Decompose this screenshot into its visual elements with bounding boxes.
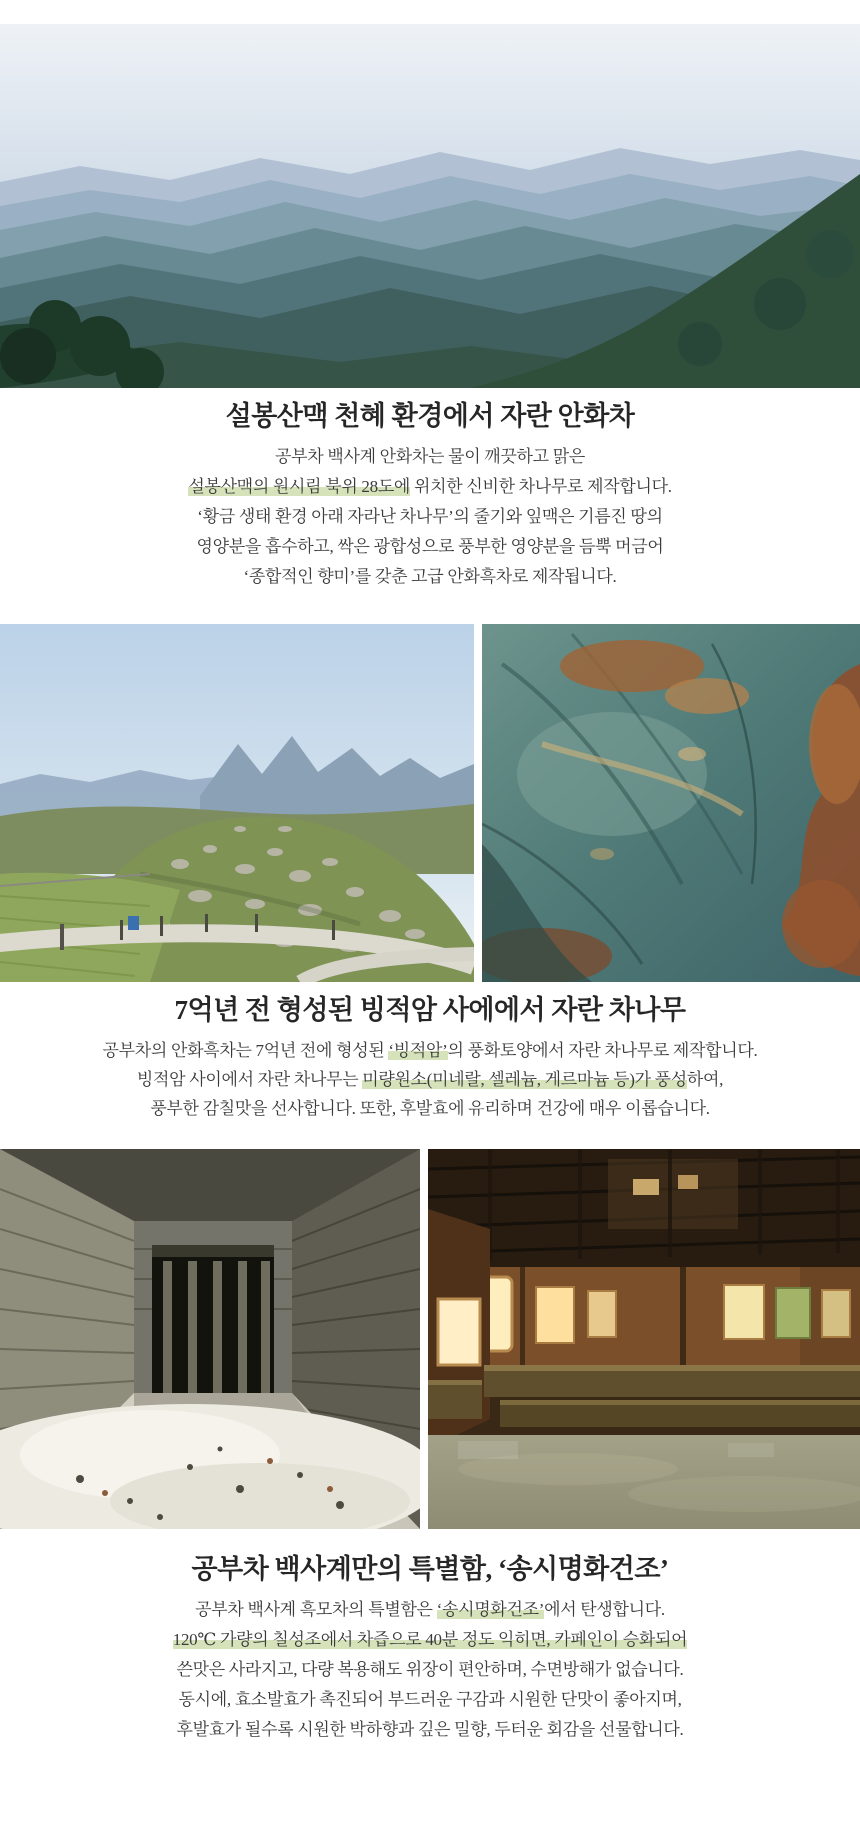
- section3-line1-post: 에서 탄생합니다.: [544, 1600, 665, 1619]
- rock-texture-illustration: [482, 624, 860, 982]
- section2-line2-post: 하여,: [686, 1070, 724, 1089]
- section3-text-block: [0, 1551, 860, 1745]
- section1-line3: ‘황금 생태 환경 아래 자라난 차나무’의 줄기와 잎맥은 기름진 땅의: [197, 507, 663, 526]
- section3-line2-highlight: 120℃ 가량의 칠성조에서 차즙으로 40분 정도 익히면, 카페인이 승화되어: [172, 1630, 688, 1649]
- bottom-margin: [0, 1745, 860, 1835]
- section2-heading: 7억년 전 형성된 빙적암 사에에서 자란 차나무: [174, 995, 686, 1025]
- photo-brick-kiln-interior: [0, 1149, 420, 1529]
- section3-line4: 동시에, 효소발효가 촉진되어 부드러운 구감과 시원한 단맛이 좋아지며,: [178, 1690, 682, 1709]
- section1-line4: 영양분을 흡수하고, 싹은 광합성으로 풍부한 영양분을 듬뿍 머금어: [196, 537, 664, 556]
- hero-photo-illustration: [0, 24, 860, 388]
- section2-line3: 풍부한 감칠맛을 선사합니다. 또한, 후발효에 유리하며 건강에 매우 이롭습니다.: [150, 1099, 710, 1118]
- hero-photo-mountain-ridges: [0, 24, 860, 388]
- kiln-illustration: [0, 1149, 420, 1529]
- section3-line5: 후발효가 될수록 시원한 박하향과 깊은 밀향, 두터운 회감을 선물합니다.: [176, 1720, 684, 1739]
- section1-heading: 설봉산맥 천혜 환경에서 자란 안화차: [225, 401, 635, 431]
- section1-text-block: [0, 398, 860, 592]
- section2-line2-pre: 빙적암 사이에서 자란 차나무는: [136, 1070, 363, 1089]
- section3-heading: 공부차 백사계만의 특별함, ‘송시명화건조’: [191, 1554, 669, 1584]
- section3-line1-pre: 공부차 백사계 흑모차의 특별함은: [195, 1600, 437, 1619]
- section2-line2-highlight: 미량원소(미네랄, 셀레늄, 게르마늄 등)가 풍성: [362, 1070, 687, 1089]
- tea-mountain-illustration: [0, 624, 474, 982]
- section3-line3: 쓴맛은 사라지고, 다량 복용해도 위장이 편안하며, 수면방해가 없습니다.: [176, 1660, 684, 1679]
- section1-line2-highlight: 설봉산맥의 원시림 북위 28도에: [188, 477, 411, 496]
- section3-line1-highlight: ‘송시명화건조’: [436, 1600, 545, 1619]
- section3-line1: [0, 1595, 860, 1625]
- section2-line1-pre: 공부차의 안화흑차는 7억년 전에 형성된: [102, 1041, 389, 1060]
- section2-line1-highlight: ‘빙적암’: [388, 1041, 448, 1060]
- section2-line2: [0, 1065, 860, 1094]
- section2-line1-post: 의 풍화토양에서 자란 차나무로 제작합니다.: [447, 1041, 758, 1060]
- section1-line2: [0, 472, 860, 502]
- section1-line5: ‘종합적인 향미’를 갖춘 고급 안화흑차로 제작됩니다.: [243, 567, 617, 586]
- section1-line1: 공부차 백사계 안화차는 물이 깨끗하고 맑은: [275, 447, 585, 466]
- section2-text-block: [0, 992, 860, 1123]
- section2-line1: [0, 1036, 860, 1065]
- photo-tea-factory-interior: [428, 1149, 860, 1529]
- section3-photo-row: [0, 1149, 860, 1529]
- factory-illustration: [428, 1149, 860, 1529]
- photo-tea-mountain-road: [0, 624, 474, 982]
- section1-line2-rest: 위치한 신비한 차나무로 제작합니다.: [410, 477, 672, 496]
- top-margin: [0, 0, 860, 24]
- section2-photo-row: [0, 624, 860, 982]
- photo-weathered-rock: [482, 624, 860, 982]
- section3-line2: [0, 1625, 860, 1655]
